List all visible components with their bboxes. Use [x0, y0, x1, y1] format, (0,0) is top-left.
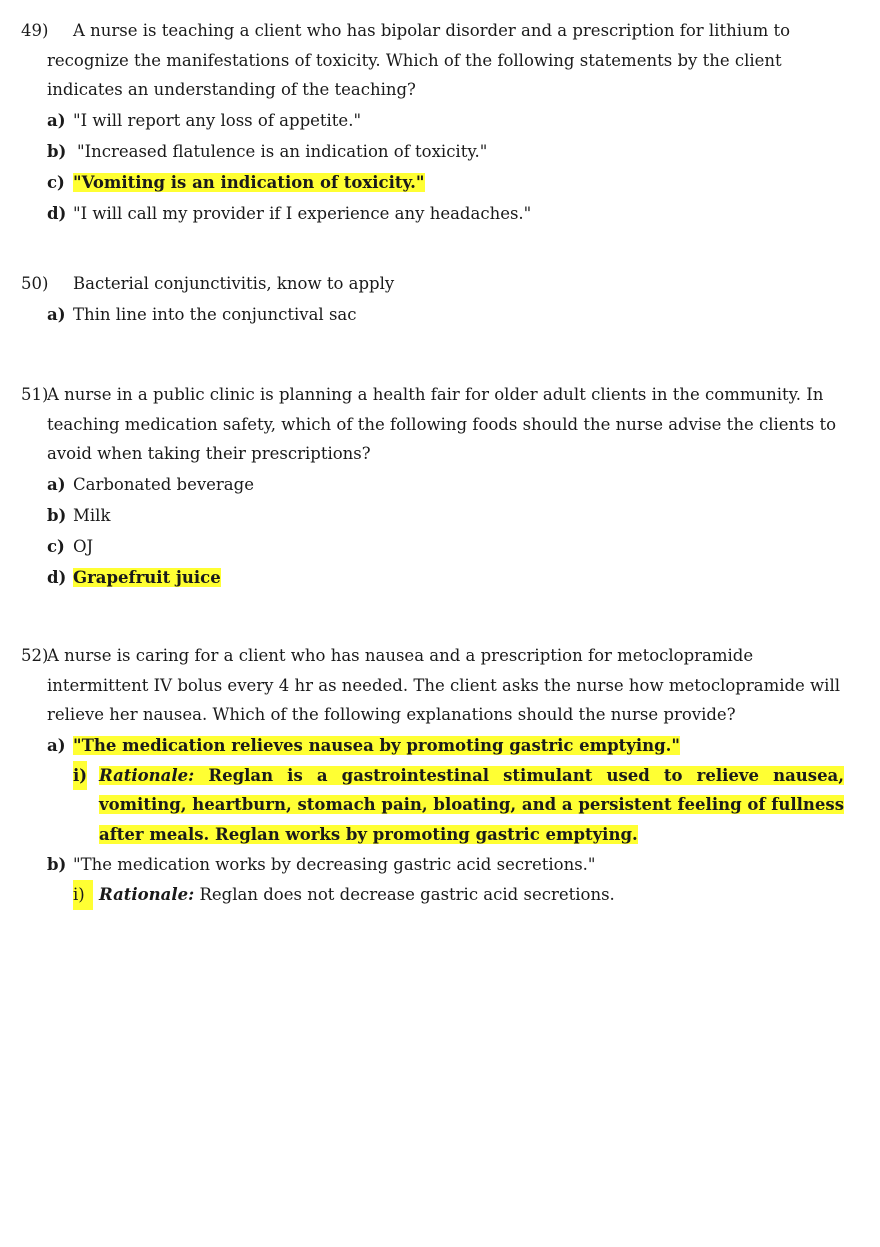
option-c-correct	[0, 167, 880, 198]
option-letter: c)	[47, 536, 65, 556]
question-stem	[0, 380, 880, 469]
option-d	[0, 198, 880, 229]
question-text: A nurse is teaching a client who has bipolar disorder and a prescription for lithium to recognize the manifestations of toxicity. Which of the following statements by the client indicates an understanding of the teaching?	[47, 21, 791, 99]
rationale-marker: i)	[73, 761, 87, 791]
option-letter: c)	[47, 172, 65, 192]
question-text: Bacterial conjunctivitis, know to apply	[73, 274, 395, 293]
option-text-highlighted: "Vomiting is an indication of toxicity."	[73, 172, 425, 192]
question-text: A nurse in a public clinic is planning a health fair for older adult clients in the community. In teaching medication safety, which of the following foods should the nurse advise the clients to avoid when taking their prescriptions?	[47, 385, 837, 463]
rationale-highlighted	[99, 766, 844, 844]
rationale	[0, 880, 880, 910]
question-number: 52)	[21, 646, 49, 665]
option-text: "Increased flatulence is an indication of toxicity."	[77, 141, 488, 161]
option-c	[0, 531, 880, 562]
option-a	[0, 469, 880, 500]
option-text: "I will call my provider if I experience any headaches."	[73, 203, 532, 223]
option-letter: d)	[47, 203, 67, 223]
rationale-text: Reglan does not decrease gastric acid secretions.	[199, 885, 615, 904]
option-b	[0, 849, 880, 880]
option-letter: a)	[47, 735, 66, 755]
rationale-text: Reglan is a gastrointestinal stimulant used to relieve nausea, vomiting, heartburn, stomach pain, bloating, and a persistent feeling of fullness after meals. Reglan works by promoting gastric emptying.	[99, 765, 844, 844]
option-letter: d)	[47, 567, 67, 587]
question-52	[0, 641, 880, 910]
option-text: OJ	[73, 536, 94, 556]
option-text: Thin line into the conjunctival sac	[73, 304, 357, 324]
question-stem	[0, 16, 880, 105]
question-stem	[0, 269, 880, 299]
question-49	[0, 16, 880, 229]
rationale-marker: i)	[73, 880, 93, 910]
option-text: "I will report any loss of appetite."	[73, 110, 362, 130]
rationale-label: Rationale:	[99, 885, 195, 904]
option-a-correct	[0, 730, 880, 761]
option-text-highlighted: Grapefruit juice	[73, 567, 221, 587]
question-number: 49)	[21, 21, 49, 40]
option-text: Carbonated beverage	[73, 474, 254, 494]
option-text-highlighted: "The medication relieves nausea by promoting gastric emptying."	[73, 735, 680, 755]
option-text: "The medication works by decreasing gastric acid secretions."	[73, 855, 596, 874]
question-stem	[0, 641, 880, 730]
option-letter: a)	[47, 304, 66, 324]
rationale-label: Rationale:	[99, 765, 195, 785]
question-number: 51)	[21, 385, 49, 404]
question-number: 50)	[21, 274, 49, 293]
rationale-correct	[0, 761, 880, 850]
option-letter: b)	[47, 855, 67, 874]
option-letter: a)	[47, 474, 66, 494]
question-51	[0, 380, 880, 593]
option-b	[0, 136, 880, 167]
option-text: Milk	[73, 505, 111, 525]
option-a	[0, 299, 880, 330]
option-a	[0, 105, 880, 136]
option-letter: b)	[47, 141, 67, 161]
question-text: A nurse is caring for a client who has nausea and a prescription for metoclopramide intermittent IV bolus every 4 hr as needed. The client asks the nurse how metoclopramide will relieve her nausea. Which of the following explanations should the nurse provide?	[47, 646, 841, 724]
question-50	[0, 269, 880, 330]
option-letter: a)	[47, 110, 66, 130]
option-b	[0, 500, 880, 531]
option-letter: b)	[47, 505, 67, 525]
option-d-correct	[0, 562, 880, 593]
